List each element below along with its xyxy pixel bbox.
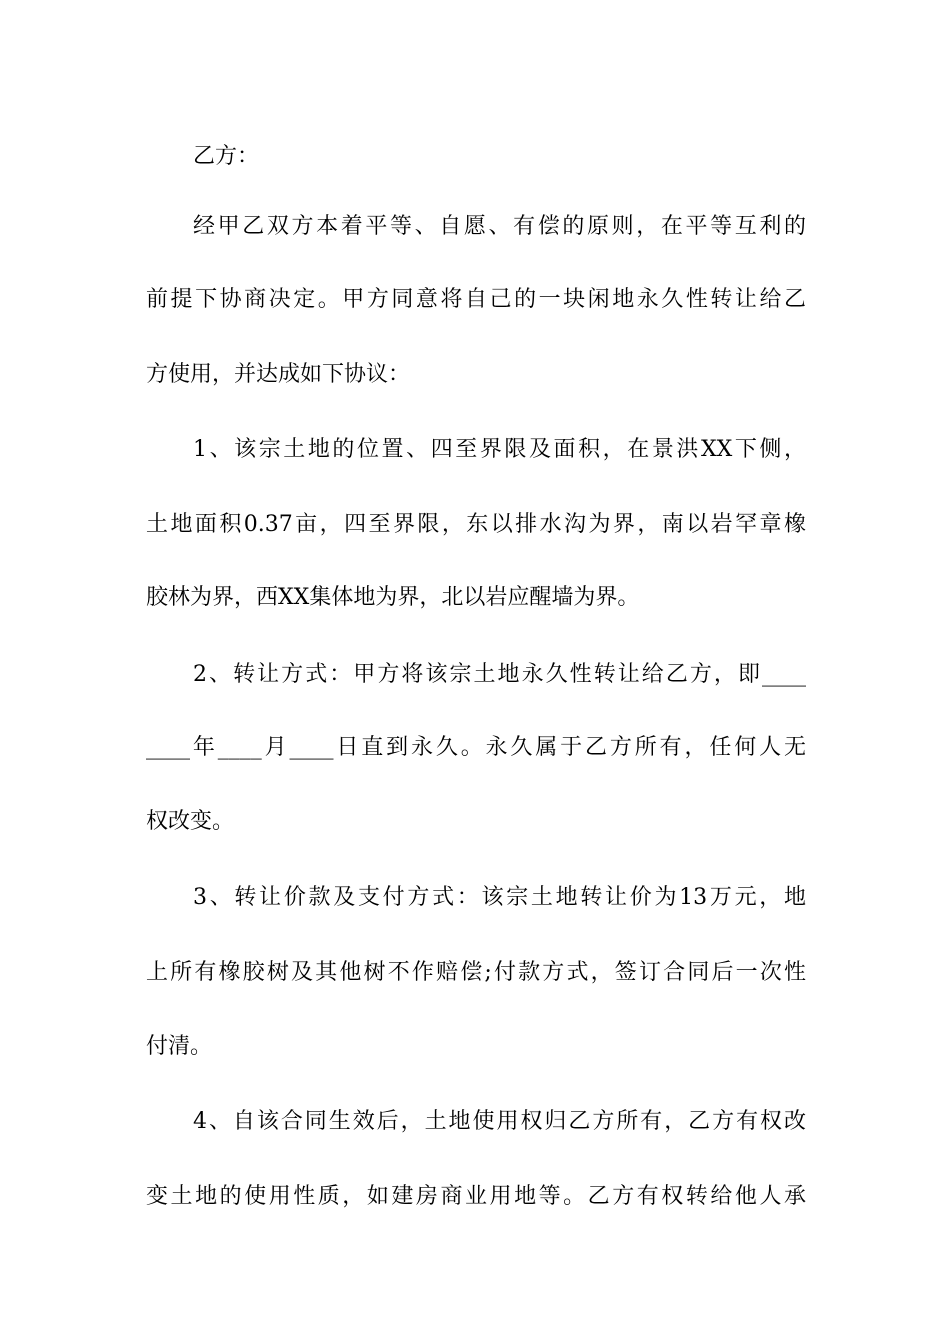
clause-3-line: 付清。 bbox=[146, 1034, 213, 1059]
clause-3-line: 上所有橡胶树及其他树不作赔偿;付款方式，签订合同后一次性 bbox=[146, 960, 806, 985]
clause-2-line: ____年____月____日直到永久。永久属于乙方所有，任何人无 bbox=[146, 735, 806, 760]
clause-3-line: 3、转让价款及支付方式：该宗土地转让价为13万元，地 bbox=[193, 885, 806, 910]
clause-1-line: 土地面积0.37亩，四至界限，东以排水沟为界，南以岩罕章橡 bbox=[146, 512, 806, 537]
clause-2-line: 权改变。 bbox=[146, 809, 235, 834]
clause-1-line: 1、该宗土地的位置、四至界限及面积，在景洪XX下侧， bbox=[193, 437, 806, 462]
paragraph-line: 方使用，并达成如下协议： bbox=[146, 362, 411, 387]
paragraph-line: 经甲乙双方本着平等、自愿、有偿的原则，在平等互利的 bbox=[193, 214, 806, 239]
clause-4-line: 变土地的使用性质，如建房商业用地等。乙方有权转给他人承 bbox=[146, 1184, 806, 1209]
clause-1-line: 胶林为界，西XX集体地为界，北以岩应醒墙为界。 bbox=[146, 585, 640, 610]
paragraph-line: 前提下协商决定。甲方同意将自己的一块闲地永久性转让给乙 bbox=[146, 287, 806, 312]
clause-4-line: 4、自该合同生效后，土地使用权归乙方所有，乙方有权改 bbox=[193, 1109, 806, 1134]
party-b-label: 乙方： bbox=[193, 144, 260, 169]
clause-2-line: 2、转让方式：甲方将该宗土地永久性转让给乙方，即____ bbox=[193, 662, 806, 687]
